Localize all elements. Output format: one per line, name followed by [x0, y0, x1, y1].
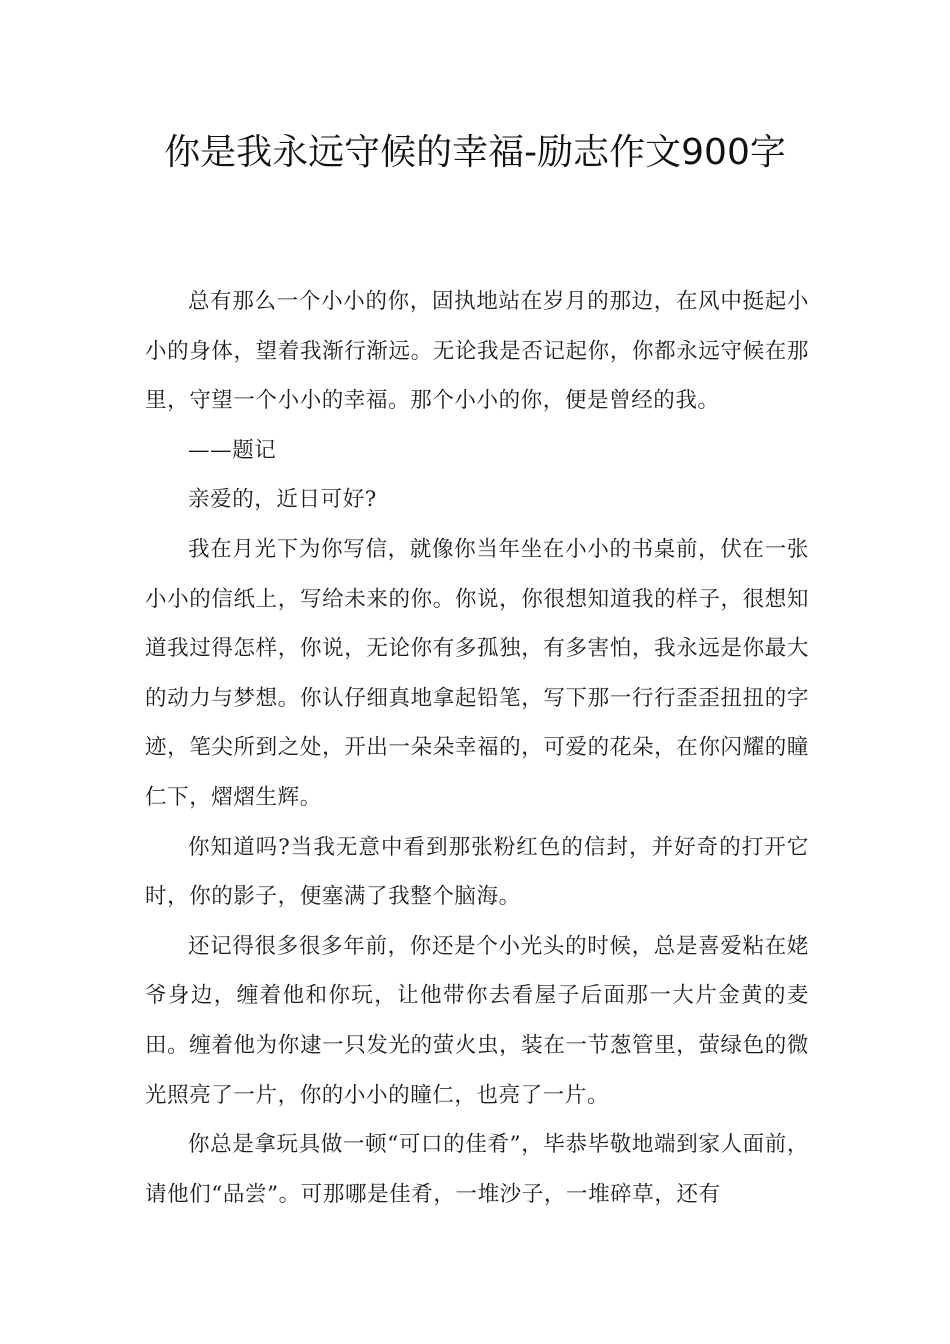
document-title: 你是我永远守候的幸福-励志作文900字 — [164, 132, 786, 173]
paragraph-greeting: 亲爱的，近日可好? — [188, 487, 377, 513]
paragraph-inscription: ——题记 — [188, 437, 277, 463]
document-body — [145, 277, 809, 1219]
paragraph-letter: 我在月光下为你写信，就像你当年坐在小小的书桌前，伏在一张小小的信纸上，写给未来的你。你说，你很想知道我的样子，很想知道我过得怎样，你说，无论你有多孤独，有多害怕，我永远是你最大的动力与梦想。你认仔细真地拿起铅笔，写下那一行行歪歪扭扭的字迹，笔尖所到之处，开出一朵朵幸福的，可爱的花朵，在你闪耀的瞳仁下，熠熠生辉。 — [145, 536, 809, 810]
paragraph-envelope: 你知道吗?当我无意中看到那张粉红色的信封，并好奇的打开它时，你的影子，便塞满了我整个脑海。 — [145, 834, 809, 910]
paragraph-preface: 总有那么一个小小的你，固执地站在岁月的那边，在风中挺起小小的身体，望着我渐行渐远。无论我是否记起你，你都永远守候在那里，守望一个小小的幸福。那个小小的你，便是曾经的我。 — [145, 289, 809, 414]
paragraph-toys: 你总是拿玩具做一顿“可口的佳肴”，毕恭毕敬地端到家人面前，请他们“品尝”。可那哪是佳肴，一堆沙子，一堆碎草，还有 — [145, 1132, 809, 1207]
paragraph-memory: 还记得很多很多年前，你还是个小光头的时候，总是喜爱粘在姥爷身边，缠着他和你玩，让他带你去看屋子后面那一大片金黄的麦田。缠着他为你逮一只发光的萤火虫，装在一节葱管里，萤绿色的微光照亮了一片，你的小小的瞳仁，也亮了一片。 — [145, 933, 809, 1108]
